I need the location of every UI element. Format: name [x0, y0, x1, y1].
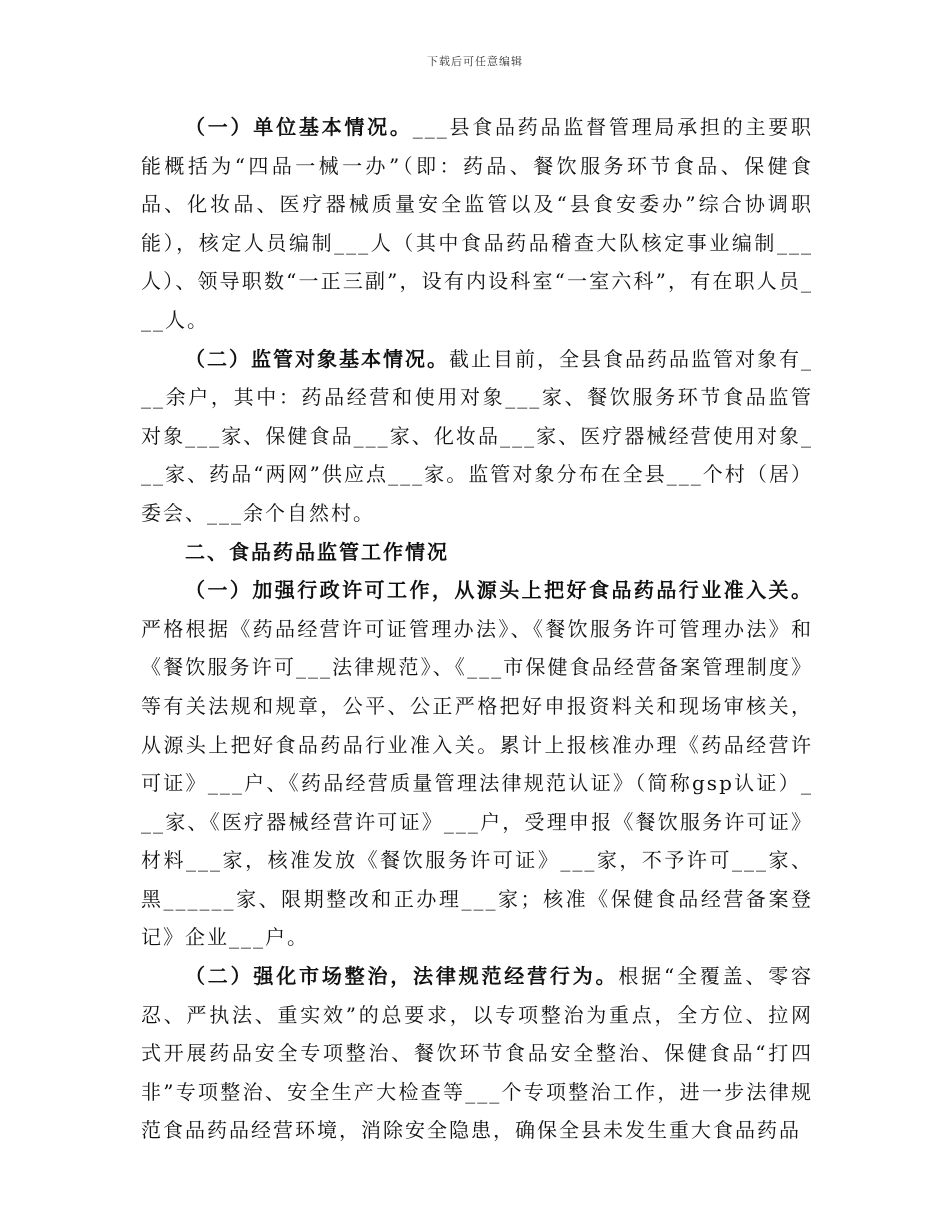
section-lead: （一）单位基本情况。 [185, 115, 413, 139]
document-body [141, 108, 813, 1150]
section-lead: （一）加强行政许可工作，从源头上把好食品药品行业准入关。 [185, 578, 813, 603]
section-administrative-license [141, 571, 813, 957]
section-heading: 二、食品药品监管工作情况 [185, 539, 449, 564]
section-body: 严格根据《药品经营许可证管理办法》、《餐饮服务许可管理办法》和《餐饮服务许可___法律规范》、《___市保健食品经营备案管理制度》等有关法规和规章，公平、公正严格把好申报资料关和现场审核关，从源头上把好食品药品行业准入关。累计上报核准办理《药品经营许可证》___户、《药品经营质量管理法律规范认证》（简称gsp认证）___家、《医疗器械经营许可证》___户，受理申报《餐饮服务许可证》材料___家，核准发放《餐饮服务许可证》___家，不予许可___家、黑______家、限期整改和正办理___家；核准《保健食品经营备案登记》企业___户。 [141, 616, 813, 950]
section-unit-basic-info [141, 108, 813, 340]
section-body: 根据“全覆盖、零容忍、严执法、重实效”的总要求，以专项整治为重点，全方位、拉网式开展药品安全专项整治、餐饮环节食品安全整治、保健食品“打四非”专项整治、安全生产大检查等___个专项整治工作，进一步法律规范食品药品经营环境，消除安全隐患，确保全县未发生重大食品药品 [141, 964, 814, 1143]
section-body: 截止目前，全县食品药品监管对象有___余户，其中：药品经营和使用对象___家、餐饮服务环节食品监管对象___家、保健食品___家、化妆品___家、医疗器械经营使用对象___家、药品“两网”供应点___家。监管对象分布在全县___个村（居）委会、___余个自然村。 [141, 346, 813, 525]
section-market-regulation [141, 957, 813, 1150]
section-lead: （二）监管对象基本情况。 [185, 346, 449, 371]
section-body: ___县食品药品监督管理局承担的主要职能概括为“四品一械一办”（即：药品、餐饮服务环节食品、保健食品、化妆品、医疗器械质量安全监管以及“县食安委办”综合协调职能），核定人员编制___人（其中食品药品稽查大队核定事业编制___人）、领导职数“一正三副”，设有内设科室“一室六科”，有在职人员___人。 [141, 115, 814, 332]
page-header: 下载后可任意编辑 [427, 55, 523, 68]
section-supervised-objects [141, 340, 813, 533]
section-lead: （二）强化市场整治，法律规范经营行为。 [185, 964, 619, 989]
